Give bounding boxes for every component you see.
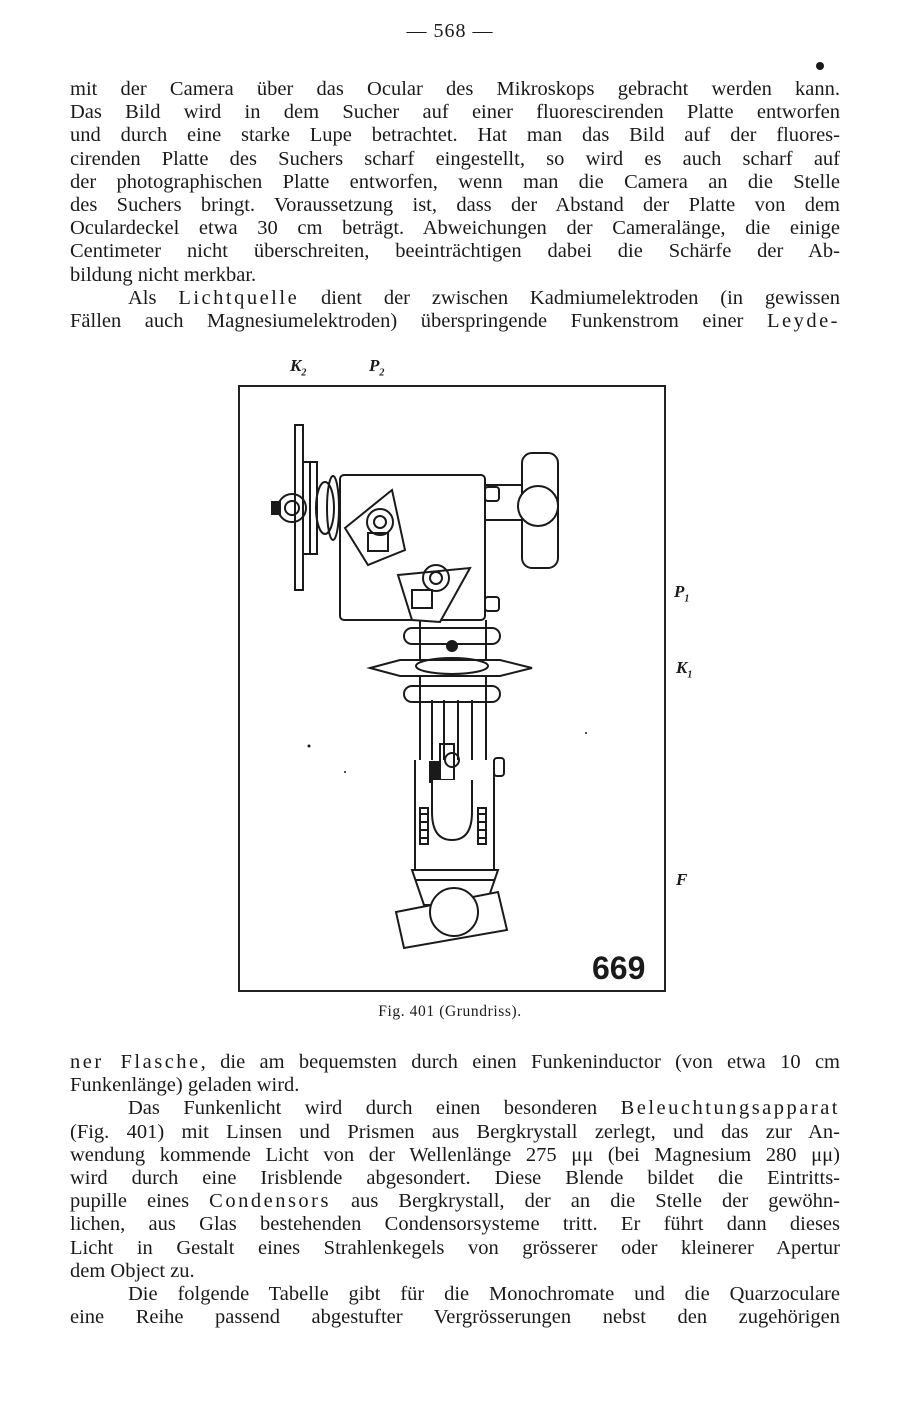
text-run: , die am bequemsten durch einen Funkeninductor (von etwa 10 cm (200, 1051, 840, 1073)
text-line: cirenden Platte des Suchers scharf eingestellt, so wird es auch scharf auf (70, 147, 840, 170)
label-p1: $P_1$ (674, 582, 690, 605)
text-line: Oculardeckel etwa 30 cm beträgt. Abweichungen der Cameralänge, die einige (70, 217, 840, 240)
text-line (70, 1190, 840, 1213)
emphasis-term: Leyde- (766, 310, 840, 333)
text-line: Die folgende Tabelle gibt für die Monochromate und die Quarzoculare (128, 1282, 840, 1305)
text-run: Das Funkenlicht wird durch einen besonderen (128, 1097, 621, 1120)
text-line: bildung nicht merkbar. (70, 263, 257, 286)
label-k1: $K_1$ (676, 658, 693, 681)
text-line: des Suchers bringt. Voraussetzung ist, dass der Abstand der Platte von dem (70, 193, 840, 216)
text-line: Licht in Gestalt eines Strahlenkegels von grösserer oder kleinerer Apertur (70, 1236, 840, 1259)
text-line: wird durch eine Irisblende abgesondert. Diese Blende bildet die Eintritts- (70, 1166, 840, 1189)
text-line: Funkenlänge) geladen wird. (70, 1074, 300, 1097)
label-k2: $K_2$ (290, 356, 307, 379)
text-line: dem Object zu. (70, 1259, 195, 1282)
text-run: pupille eines (70, 1190, 210, 1213)
emphasis-term: ner Flasche (70, 1051, 201, 1073)
figure-number: 669 (592, 950, 646, 986)
text-line: wendung kommende Licht von der Wellenlänge 275 μμ (bei Magnesium 280 μμ) (70, 1143, 840, 1166)
text-line: und durch eine starke Lupe betrachtet. Hat man das Bild auf der fluores- (70, 124, 840, 147)
text-line: Das Bild wird in dem Sucher auf einer fluorescirenden Platte entworfen (70, 101, 840, 124)
page-number: — 568 — (406, 20, 494, 42)
text-line: lichen, aus Glas bestehenden Condensorsysteme tritt. Er führt dann dieses (70, 1213, 840, 1236)
text-line: der photographischen Platte entworfen, wenn man die Camera an die Stelle (70, 170, 840, 193)
text-line (70, 1097, 840, 1120)
text-run: Als (128, 287, 179, 309)
text-run: aus Bergkrystall, der an die Stelle der gewöhn- (330, 1190, 840, 1213)
text-line: Centimeter nicht überschreiten, beeinträchtigen dabei die Schärfe der Ab- (70, 240, 840, 263)
text-run: Fällen auch Magnesiumelektroden) überspringende Funkenstrom einer (70, 310, 767, 333)
paragraph-bottom (70, 1051, 840, 1329)
emphasis-term: Lichtquelle (178, 287, 300, 309)
text-line (70, 1051, 840, 1074)
emphasis-term: Condensors (209, 1190, 331, 1213)
text-line: eine Reihe passend abgestufter Vergrösserungen nebst den zugehörigen (70, 1306, 840, 1329)
text-line: mit der Camera über das Ocular des Mikroskops gebracht werden kann. (70, 78, 840, 100)
text-line: (Fig. 401) mit Linsen und Prismen aus Bergkrystall zerlegt, und das zur An- (70, 1120, 840, 1143)
label-p2: $P_2$ (369, 356, 385, 379)
emphasis-term: Beleuchtungsapparat (620, 1097, 840, 1120)
figure-caption: Fig. 401 (Grundriss). (378, 1003, 522, 1020)
label-f: F (676, 870, 688, 889)
text-run: dient der zwischen Kadmiumelektroden (in gewissen (299, 287, 840, 309)
